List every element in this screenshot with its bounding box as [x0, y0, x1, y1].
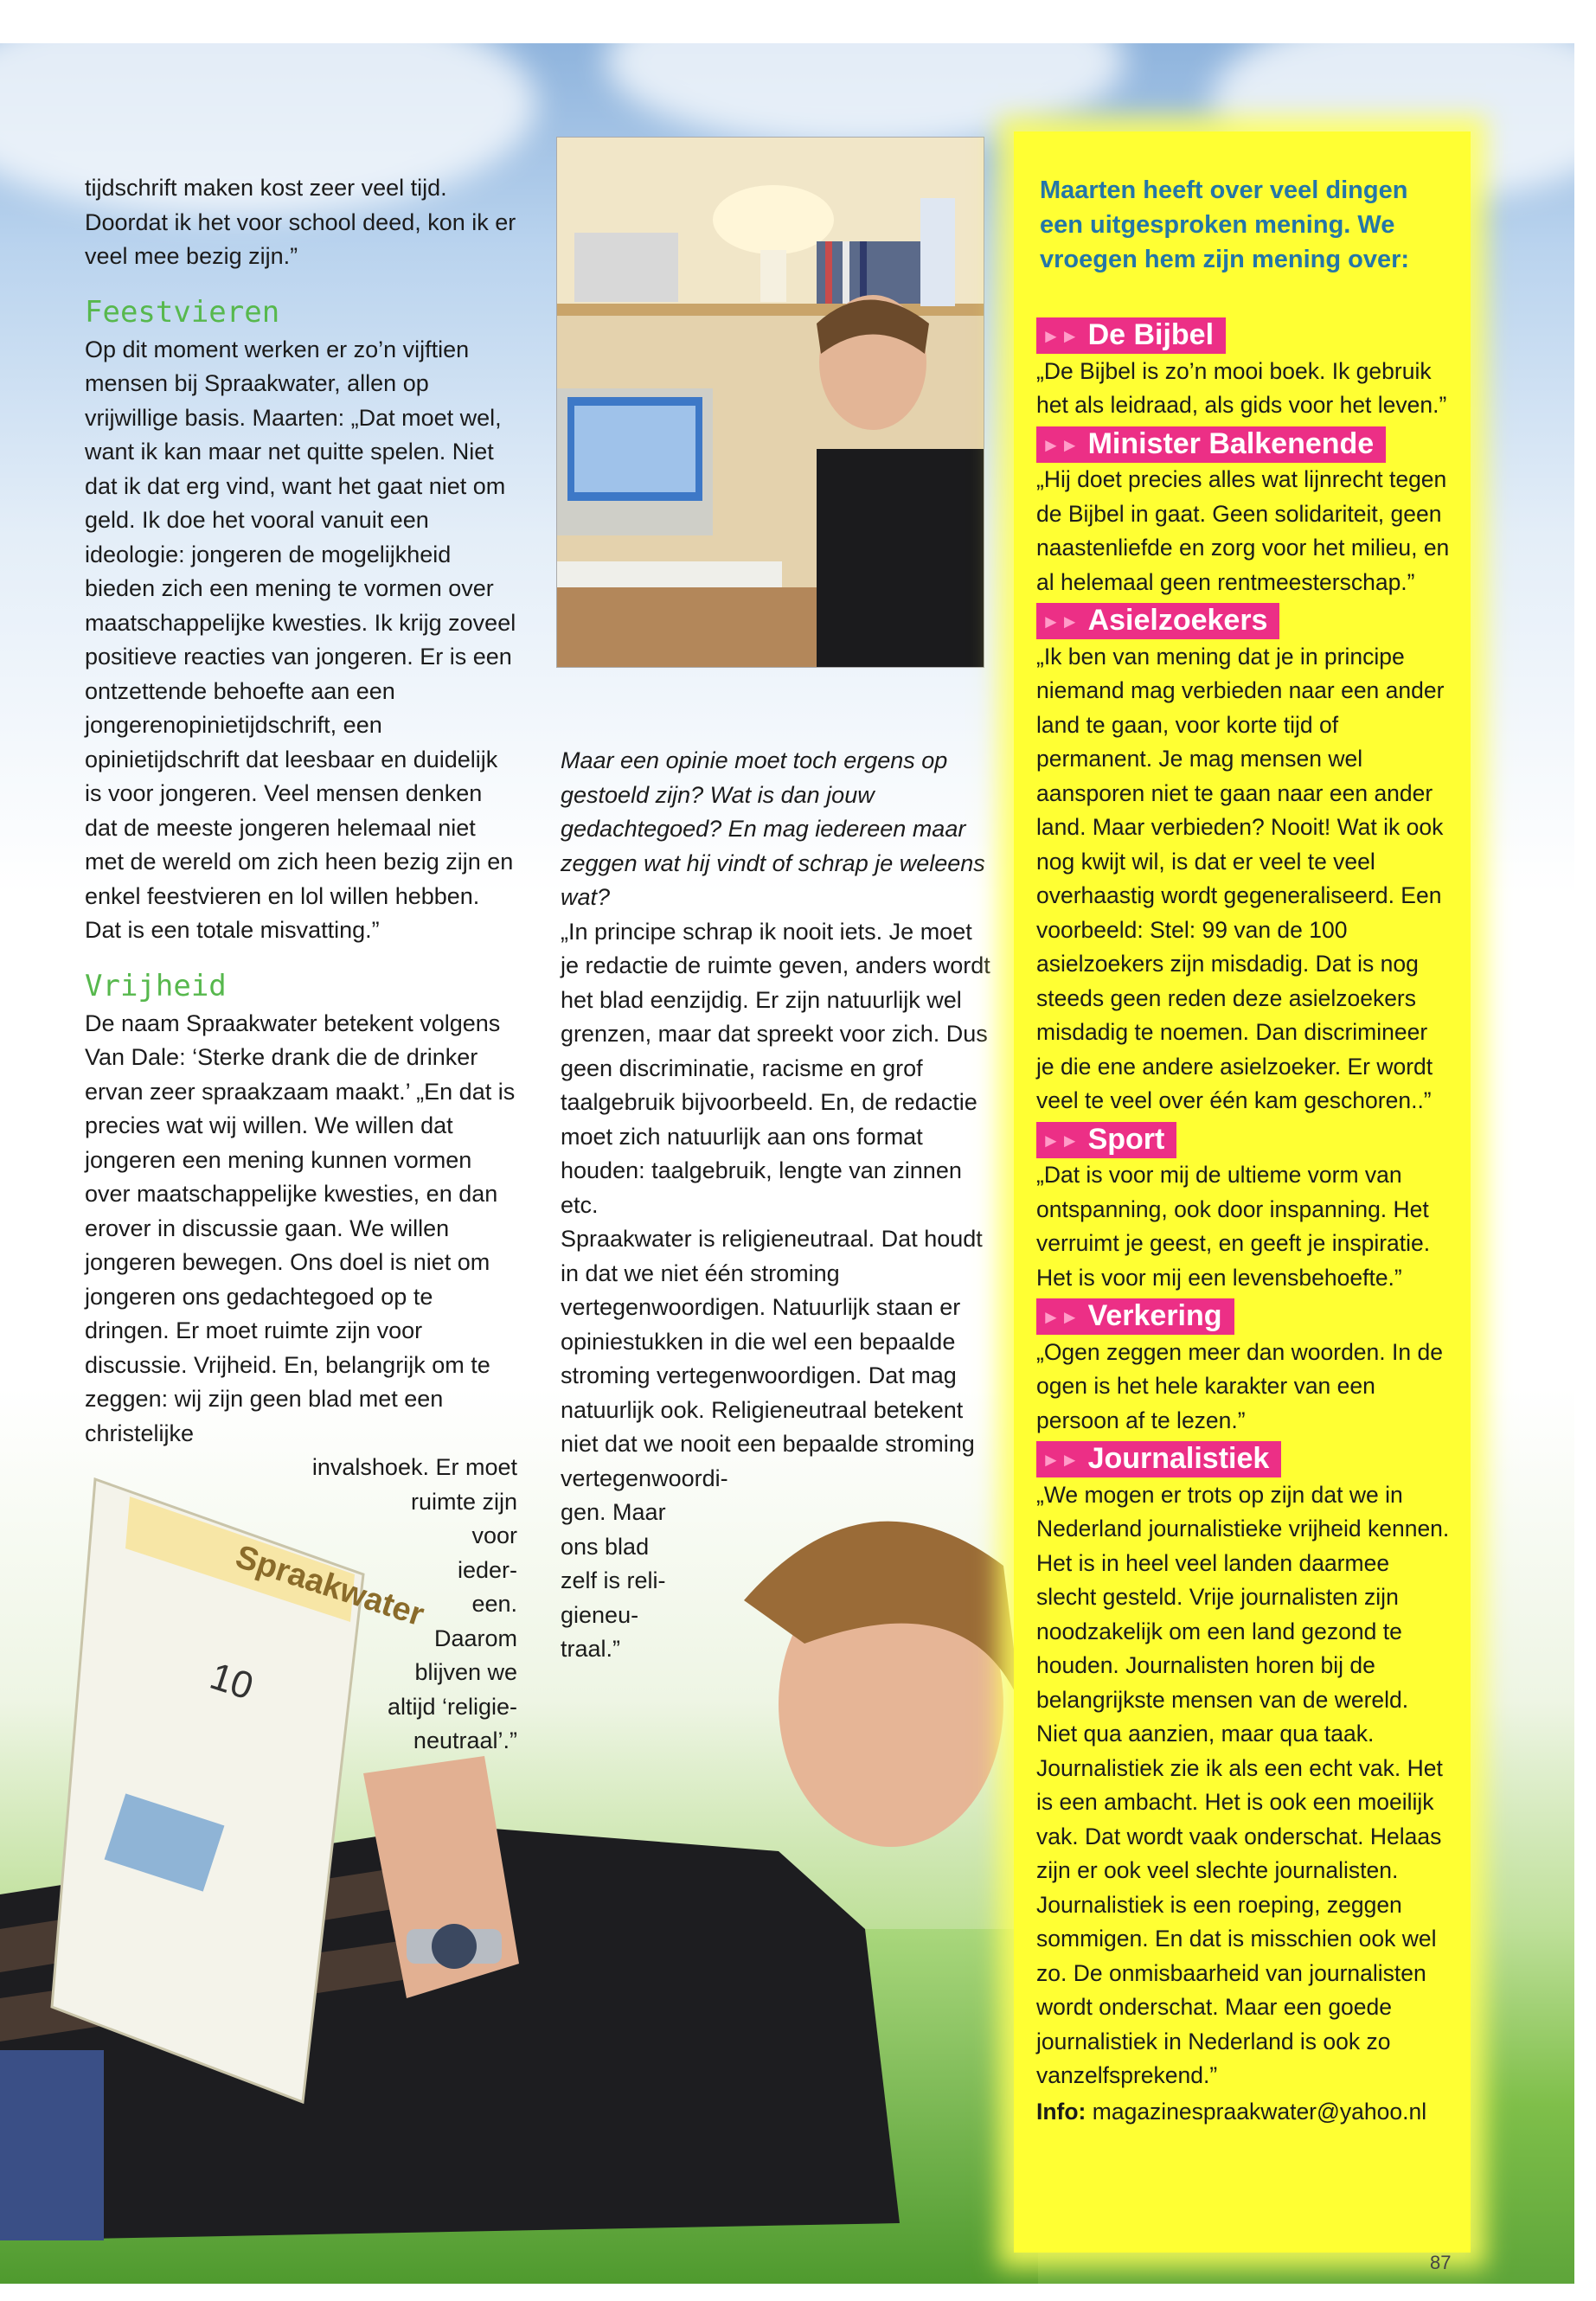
topic-label: [1036, 1441, 1281, 1477]
opinion-sidebar: [1014, 131, 1471, 2253]
topic-text: „Ik ben van mening dat je in principe niemand mag verbieden naar een ander land te gaan, voor korte tijd of permanent. Je mag mensen wel aansporen niet te gaan naar een ander land. Maar verbieden? Nooit! Wat ik ook nog kwijt wil, is dat er veel te veel overhaastig wordt gegeneraliseerd. Een voorbeeld: Stel: 99 van de 100 asielzoekers zijn misdadig. Dat is nog steeds geen reden deze asielzoekers misdadig te noemen. Dan discrimineer je die ene andere asielzoeker. Er wordt veel te veel over één kam geschoren..”: [1036, 643, 1445, 1113]
topic-sport: [1036, 1120, 1452, 1296]
article-paragraph: Spraakwater is religieneutraal. Dat houdt in dat we niet één stroming vertegenwoordigen. Natuurlijk staan er opiniestukken in die wel een bepaalde stroming vertegenwoordigen. Dat mag natuurlijk ook. Religieneutraal betekent niet dat we nooit een bepaalde stroming: [561, 1226, 983, 1457]
wrap-line: een.: [471, 1591, 517, 1617]
wrap-line: ons blad: [561, 1533, 650, 1560]
info-line: [1036, 2095, 1452, 2130]
section-heading-feestvieren: Feestvieren: [85, 294, 280, 330]
topic-title: Sport: [1087, 1122, 1165, 1156]
wrap-line: ieder-: [457, 1556, 517, 1583]
magazine-issue: 10: [204, 1654, 259, 1708]
topic-label: [1036, 1298, 1234, 1335]
interview-question: Maar een opinie moet toch ergens op gestoeld zijn? Wat is dan jouw gedachtegoed? En mag iedereen maar zeggen wat hij vindt of schrap je weleens wat?: [561, 747, 985, 910]
photo-student-reading: [0, 1445, 1038, 2284]
sidebar-topics: [1036, 316, 1452, 2131]
arrow-icon: ►►: [1042, 433, 1080, 456]
sidebar-intro: Maarten heeft over veel dingen een uitgesproken mening. We vroegen hem zijn mening over:: [1040, 176, 1410, 273]
topic-label: [1036, 1122, 1176, 1158]
wrap-line: altijd ‘religie-: [387, 1693, 517, 1720]
topic-title: Journalistiek: [1087, 1442, 1270, 1475]
topic-title: Asielzoekers: [1087, 604, 1268, 637]
wrap-line: vertegenwoordi-: [561, 1465, 728, 1491]
topic-title: De Bijbel: [1087, 318, 1215, 351]
arrow-icon: ►►: [1042, 1129, 1080, 1151]
topic-minister-balkenende: [1036, 425, 1452, 600]
topic-text: „Dat is voor mij de ultieme vorm van ontspanning, ook door inspanning. Het verruimt je geest, en geeft je inspiratie. Het is voor mij een levensbehoefte.”: [1036, 1162, 1431, 1291]
topic-text: „Ogen zeggen meer dan woorden. In de ogen is het hele karakter van een persoon af te lezen.”: [1036, 1338, 1443, 1433]
topic-text: „We mogen er trots op zijn dat we in Nederland journalistieke vrijheid kennen. Het is in heel veel landen daarmee slecht gesteld. Vrije journalisten zijn noodzakelijk om een land gezond te houden. Journalisten horen bij de belangrijkste mensen van de wereld. Niet qua aanzien, maar qua taak. Journalistiek zie ik als een echt vak. Het is een ambacht. Het is ook een moeilijk vak. Dat wordt vaak onderschat. Helaas zijn er ook veel slechte journalisten. Journalistiek is een roeping, zeggen sommigen. En dat is misschien ook wel zo. De onmisbaarheid van journalisten wordt onderschat. Maar een goede journalistiek in Nederland is ook zo vanzelfsprekend.”: [1036, 1481, 1450, 2088]
photo-illustration: [557, 138, 984, 667]
section-heading-vrijheid: Vrijheid: [85, 968, 227, 1003]
info-email[interactable]: magazinespraakwater@yahoo.nl: [1092, 2098, 1427, 2125]
info-label: Info:: [1036, 2098, 1086, 2125]
photo-illustration: [0, 1445, 1038, 2284]
topic-title: Verkering: [1087, 1299, 1222, 1332]
wrap-line: gen. Maar: [561, 1499, 666, 1525]
wrap-line: traal.”: [561, 1636, 621, 1662]
topic-title: Minister Balkenende: [1087, 426, 1375, 460]
topic-asielzoekers: [1036, 601, 1452, 1118]
topic-verkering: [1036, 1297, 1452, 1438]
arrow-icon: ►►: [1042, 1449, 1080, 1471]
magazine-page: [0, 43, 1574, 2284]
wrap-line: zelf is reli-: [561, 1567, 666, 1593]
article-paragraph: tijdschrift maken kost zeer veel tijd. Doordat ik het voor school deed, kon ik er veel mee bezig zijn.”: [85, 175, 516, 269]
photo-student-at-computer: [556, 137, 984, 668]
wrap-line: gieneu-: [561, 1601, 639, 1628]
article-paragraph: De naam Spraakwater betekent volgens Van Dale: ‘Sterke drank die de drinker ervan zeer spraakzaam maakt.’ „En dat is precies wat wij willen. We willen dat jongeren een mening kunnen vormen over maatschappelijke kwesties, en dan erover in discussie gaan. We willen jongeren bewegen. Ons doel is niet om jongeren ons gedachtegoed op te dringen. Er moet ruimte zijn voor discussie. Vrijheid. En, belangrijk om te zeggen: wij zijn geen blad met een christelijke: [85, 1009, 516, 1446]
page-number: 87: [1430, 2252, 1452, 2273]
topic-label: [1036, 317, 1226, 354]
wrap-line: invalshoek. Er moet: [311, 1454, 517, 1480]
article-paragraph: Op dit moment werken er zo’n vijftien mensen bij Spraakwater, allen op vrijwillige basis. Maarten: „Dat moet wel, want ik kan maar net quitte spelen. Niet dat ik dat erg vind, want het gaat niet om geld. Ik doe het vooral vanuit een ideologie: jongeren de mogelijkheid bieden zich een mening te vormen over maatschappelijke kwesties. Ik krijg zoveel positieve reacties van jongeren. Er is een ontzettende behoefte aan een jongerenopinietijdschrift, een opinietijdschrift dat leesbaar en duidelijk is voor jongeren. Veel mensen denken dat de meeste jongeren helemaal niet met de wereld om zich heen bezig zijn en enkel feestvieren en lol willen hebben. Dat is een totale misvatting.”: [85, 336, 516, 943]
article-paragraph: „In principe schrap ik nooit iets. Je moet je redactie de ruimte geven, anders wordt het blad eenzijdig. Er zijn natuurlijk wel grenzen, maar dat spreekt voor zich. Dus geen discriminatie, racisme en grof taalgebruik bijvoorbeeld. En, de redactie moet zich natuurlijk aan ons format houden: taalgebruik, lengte van zinnen etc.: [561, 918, 990, 1218]
wrap-line: neutraal’.”: [413, 1727, 517, 1753]
arrow-icon: ►►: [1042, 611, 1080, 633]
wrap-line: voor: [471, 1522, 517, 1548]
arrow-icon: ►►: [1042, 1306, 1080, 1329]
arrow-icon: ►►: [1042, 325, 1080, 348]
topic-de-bijbel: [1036, 316, 1452, 423]
topic-journalistiek: [1036, 1439, 1452, 2093]
magazine-title: Spraakwater: [231, 1538, 429, 1634]
wrap-line: blijven we: [414, 1659, 517, 1685]
topic-text: „De Bijbel is zo’n mooi boek. Ik gebruik het als leidraad, als gids voor het leven.”: [1036, 357, 1447, 418]
wrap-line: ruimte zijn: [410, 1488, 517, 1515]
topic-label: [1036, 426, 1386, 463]
topic-label: [1036, 603, 1279, 639]
wrap-line: Daarom: [433, 1625, 517, 1651]
topic-text: „Hij doet precies alles wat lijnrecht tegen de Bijbel in gaat. Geen solidariteit, geen naastenliefde en zorg voor het milieu, en al helemaal geen rentmeesterschap.”: [1036, 466, 1450, 595]
